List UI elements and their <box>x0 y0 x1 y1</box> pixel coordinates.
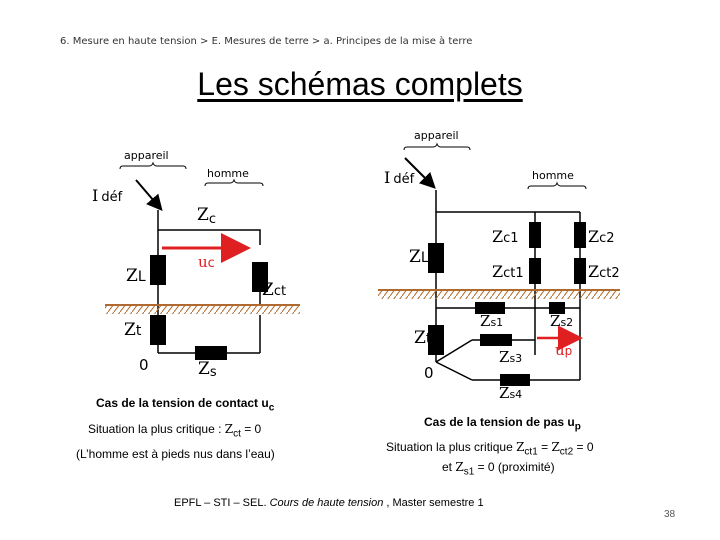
right-zct1-resistor <box>529 258 541 284</box>
page-number: 38 <box>664 509 676 520</box>
left-zl-resistor <box>150 255 166 285</box>
breadcrumb: 6. Mesure en haute tension > E. Mesures de terre > a. Principes de la mise à terre <box>60 36 473 47</box>
left-zero-label: 0 <box>139 356 149 374</box>
right-zc1-label: Zc1 <box>492 227 519 246</box>
left-appareil-brace <box>120 163 186 169</box>
right-up-label: up <box>555 341 573 359</box>
right-circuit <box>378 129 620 402</box>
right-caption-title: Cas de la tension de pas $u_p$ <box>424 415 581 433</box>
right-zct2-resistor <box>574 258 586 284</box>
left-zs-label: Zs <box>198 359 217 380</box>
left-circuit <box>92 149 300 380</box>
right-zct1-label: Zct1 <box>492 262 524 281</box>
left-homme-label: homme <box>207 167 249 180</box>
right-zt-label: Zt <box>414 328 432 348</box>
right-zero-label: 0 <box>424 364 434 382</box>
right-zs1-label: Zs1 <box>480 312 504 330</box>
right-zl-label: ZL <box>409 247 429 267</box>
right-zct2-label: Zct2 <box>588 262 620 281</box>
right-idef-label: I déf <box>384 168 415 187</box>
left-idef-label: I déf <box>92 186 123 205</box>
right-zc2-resistor <box>574 222 586 248</box>
left-zs-resistor <box>195 346 227 360</box>
left-zct-label: Zct <box>262 280 287 300</box>
left-appareil-label: appareil <box>124 149 169 162</box>
right-zc2-label: Zc2 <box>588 227 615 246</box>
left-idef-arrow <box>136 180 160 208</box>
right-homme-label: homme <box>532 169 574 182</box>
right-zs3-resistor <box>480 334 512 346</box>
left-homme-brace <box>205 180 263 186</box>
right-zs4-label: Zs4 <box>499 384 523 402</box>
left-caption-title: Cas de la tension de contact $u_c$ <box>96 396 275 414</box>
right-homme-brace <box>528 183 586 189</box>
left-uc-label: uc <box>198 253 215 271</box>
right-appareil-brace <box>404 144 470 150</box>
right-zl-resistor <box>428 243 444 273</box>
right-caption-proximity: et $Z_{s1} = 0$ (proximité) <box>442 460 555 478</box>
left-ground-hatch <box>105 306 300 314</box>
left-caption-note: (L’homme est à pieds nus dans l’eau) <box>76 447 275 461</box>
right-zs2-label: Zs2 <box>550 312 574 330</box>
right-appareil-label: appareil <box>414 129 459 142</box>
left-zc-label: Zc <box>197 205 216 227</box>
right-ground-hatch <box>378 291 620 299</box>
left-zl-label: ZL <box>126 266 146 286</box>
left-caption-critical: Situation la plus critique : $Z_{ct} = 0$ <box>88 422 262 440</box>
slide-title: Les schémas complets <box>197 66 523 102</box>
left-zt-label: Zt <box>124 320 142 340</box>
right-caption-critical: Situation la plus critique $Z_{ct1} = Z_{ct2} = 0$ <box>386 440 594 458</box>
right-zc1-resistor <box>529 222 541 248</box>
right-zs3-label: Zs3 <box>499 348 523 366</box>
footer: EPFL – STI – SEL. Cours de haute tension , Master semestre 1 <box>174 497 484 509</box>
left-zt-resistor <box>150 315 166 345</box>
